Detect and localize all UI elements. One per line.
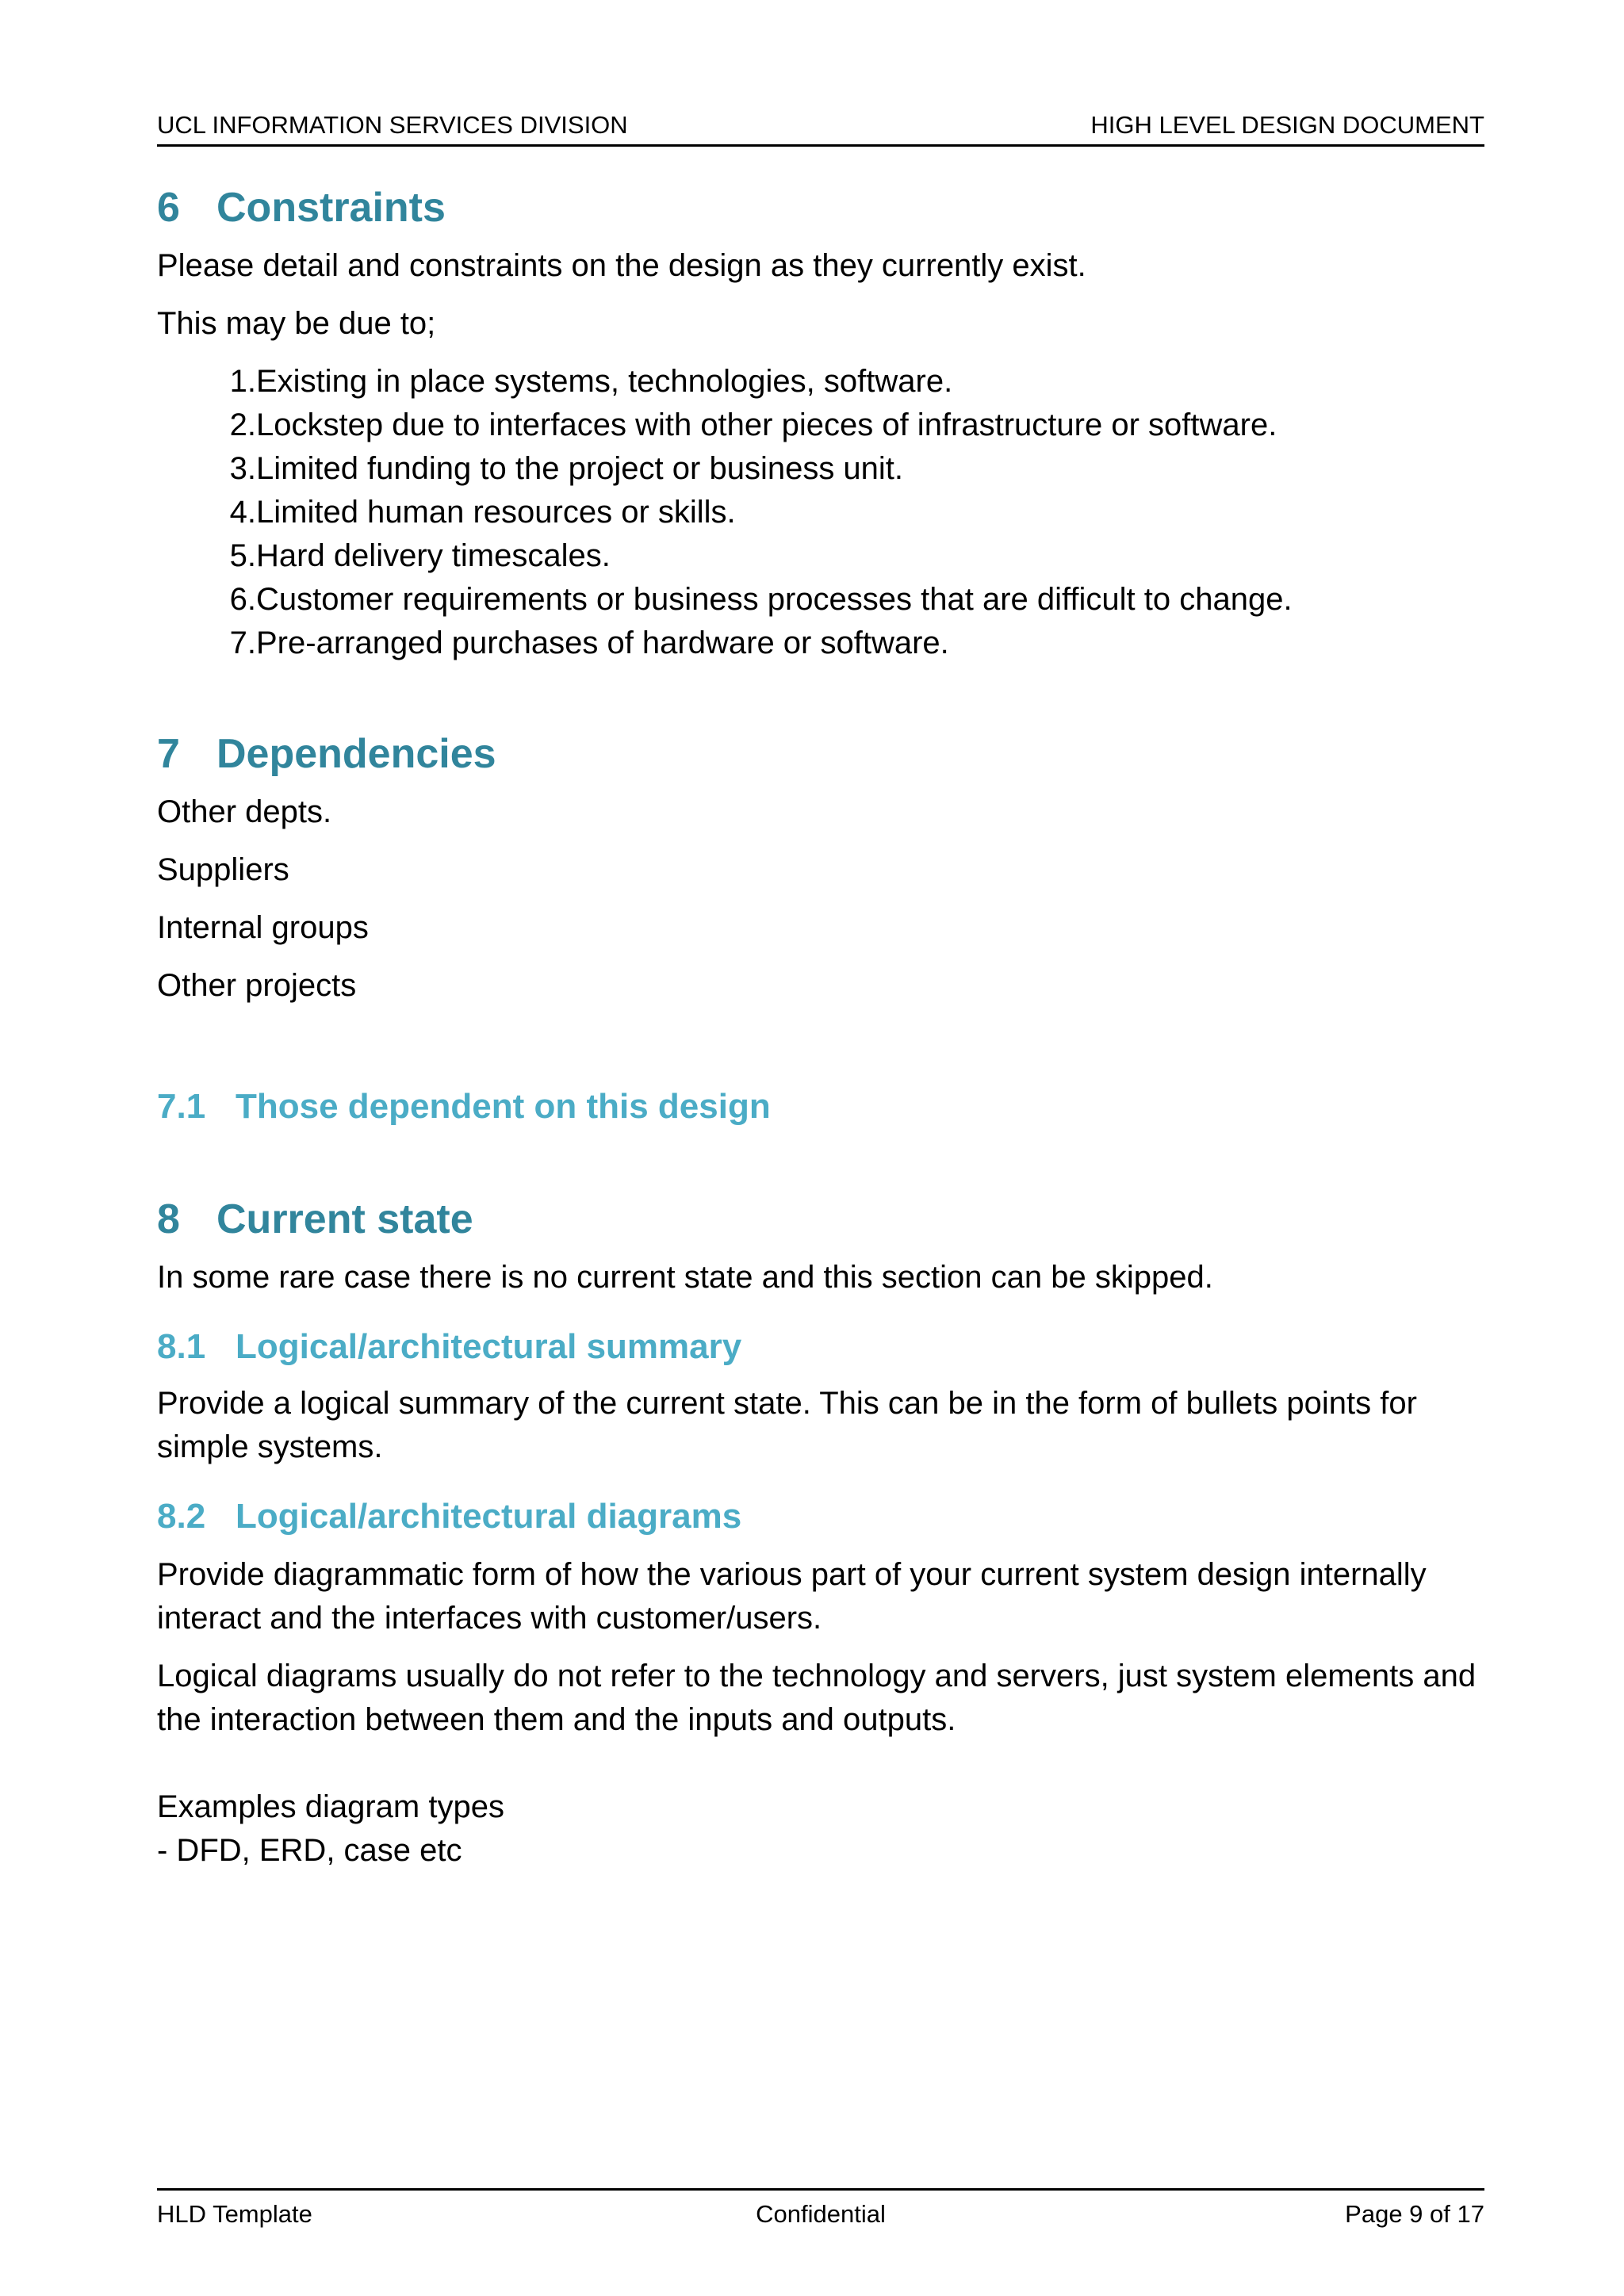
heading-logical-summary bbox=[157, 1326, 1486, 1368]
logical-diagrams-p2: Logical diagrams usually do not refer to the technology and servers, just system elements and the interaction between them and the inputs and outputs. bbox=[157, 1659, 1477, 1737]
heading-those-dependent bbox=[157, 1086, 1486, 1127]
footer-confidential: Confidential bbox=[756, 2200, 886, 2228]
list-item: 5. Hard delivery timescales. bbox=[229, 538, 611, 573]
constraints-intro: Please detail and constraints on the design as they currently exist. bbox=[157, 248, 1086, 283]
header-doc-type: HIGH LEVEL DESIGN DOCUMENT bbox=[1090, 111, 1484, 139]
heading-title: Logical/architectural summary bbox=[236, 1327, 742, 1366]
dependency-line: Internal groups bbox=[157, 910, 369, 945]
heading-number: 8.1 bbox=[157, 1327, 206, 1366]
logical-summary-text: Provide a logical summary of the current state. This can be in the form of bullets points for simple systems. bbox=[157, 1386, 1417, 1464]
heading-number: 6 bbox=[157, 185, 180, 231]
list-item: 6. Customer requirements or business processes that are difficult to change. bbox=[229, 582, 1293, 617]
examples-line-1: Examples diagram types bbox=[157, 1789, 504, 1824]
page-content bbox=[157, 184, 1486, 1873]
page-header bbox=[157, 109, 1484, 147]
heading-number: 7 bbox=[157, 731, 180, 777]
examples-line-2: - DFD, ERD, case etc bbox=[157, 1833, 462, 1868]
heading-logical-diagrams bbox=[157, 1496, 1486, 1537]
heading-title: Logical/architectural diagrams bbox=[236, 1497, 742, 1536]
list-item: 2. Lockstep due to interfaces with other pieces of infrastructure or software. bbox=[229, 408, 1277, 442]
current-state-intro: In some rare case there is no current state and this section can be skipped. bbox=[157, 1260, 1213, 1295]
dependency-line: Other projects bbox=[157, 968, 357, 1003]
dependency-line: Other depts. bbox=[157, 794, 332, 829]
constraints-list bbox=[157, 360, 1486, 665]
heading-title: Those dependent on this design bbox=[236, 1087, 771, 1126]
heading-constraints bbox=[157, 184, 1486, 232]
list-item: 4. Limited human resources or skills. bbox=[229, 495, 736, 530]
footer-template-name: HLD Template bbox=[157, 2200, 312, 2228]
heading-dependencies bbox=[157, 730, 1486, 778]
heading-title: Current state bbox=[216, 1196, 473, 1242]
heading-title: Dependencies bbox=[216, 731, 496, 777]
heading-number: 8 bbox=[157, 1196, 180, 1242]
logical-diagrams-p1: Provide diagrammatic form of how the various part of your current system design internally interact and the interfaces with customer/users. bbox=[157, 1557, 1427, 1636]
list-item: 3. Limited funding to the project or business unit. bbox=[229, 451, 904, 486]
constraints-lead: This may be due to; bbox=[157, 306, 436, 341]
list-item: 7. Pre-arranged purchases of hardware or software. bbox=[229, 626, 949, 660]
header-org: UCL INFORMATION SERVICES DIVISION bbox=[157, 111, 628, 139]
heading-title: Constraints bbox=[216, 185, 446, 231]
list-item: 1. Existing in place systems, technologies, software. bbox=[229, 364, 953, 399]
dependency-line: Suppliers bbox=[157, 852, 289, 887]
heading-number: 7.1 bbox=[157, 1087, 206, 1126]
heading-current-state bbox=[157, 1196, 1486, 1243]
footer-page-number: Page 9 of 17 bbox=[1345, 2200, 1484, 2228]
page-footer bbox=[157, 2188, 1484, 2230]
heading-number: 8.2 bbox=[157, 1497, 206, 1536]
